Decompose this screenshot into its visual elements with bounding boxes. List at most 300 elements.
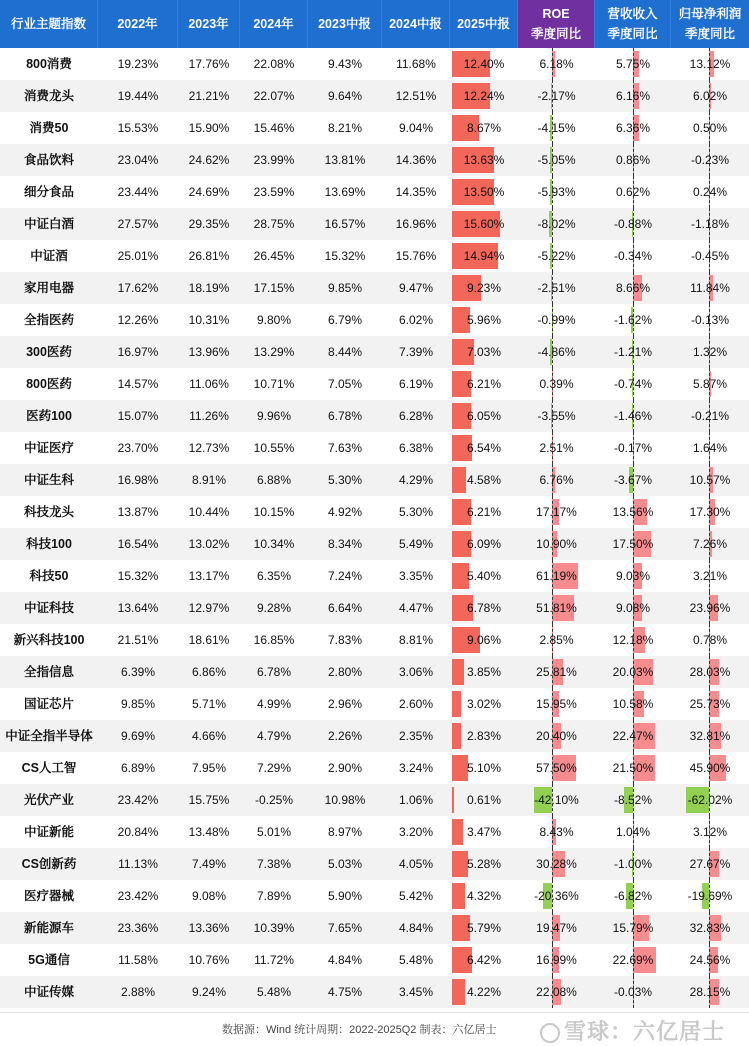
index-name: 800消费 <box>26 57 72 71</box>
cell-h2023: 4.84% <box>327 953 363 967</box>
cell-revenue <box>595 592 671 624</box>
cell-y2023: 13.17% <box>188 569 230 583</box>
cell-profit <box>671 48 749 80</box>
index-name: 中证新能 <box>23 825 74 839</box>
cell-y2022: 15.32% <box>117 569 159 583</box>
h2025-value: 0.61% <box>466 793 502 807</box>
cell-profit <box>671 496 749 528</box>
cell-h2023: 2.90% <box>327 761 363 775</box>
cell-y2024: -0.25% <box>254 793 294 807</box>
cell-profit <box>671 144 749 176</box>
cell-profit <box>671 432 749 464</box>
cell-h2024: 5.48% <box>398 953 434 967</box>
cell-h2023: 9.43% <box>327 57 363 71</box>
cell-h2023: 2.80% <box>327 665 363 679</box>
cell-y2024: 10.71% <box>253 377 295 391</box>
cell-h2023: 8.97% <box>327 825 363 839</box>
cell-y2022: 6.89% <box>120 761 156 775</box>
roe-value: 25.81% <box>536 665 577 679</box>
cell-y2022: 19.44% <box>117 89 159 103</box>
profit-value: -62.02% <box>687 793 733 807</box>
index-name: 新兴科技100 <box>13 633 85 647</box>
roe-value: 57.50% <box>536 761 577 775</box>
cell-profit <box>671 848 749 880</box>
cell-y2022: 14.57% <box>117 377 159 391</box>
cell-revenue <box>595 912 671 944</box>
table-row <box>0 112 749 144</box>
cell-profit <box>671 304 749 336</box>
cell-profit <box>671 624 749 656</box>
index-name: 中证传媒 <box>23 985 74 999</box>
table-row <box>0 368 749 400</box>
header-2024h: 2024中报 <box>382 0 450 48</box>
cell-h2024: 9.47% <box>398 281 434 295</box>
cell-profit <box>671 944 749 976</box>
cell-revenue <box>595 48 671 80</box>
index-name: 细分食品 <box>23 185 74 199</box>
cell-y2022: 16.97% <box>117 345 159 359</box>
cell-revenue <box>595 848 671 880</box>
cell-y2023: 12.97% <box>188 601 230 615</box>
table-row <box>0 752 749 784</box>
roe-value: 30.28% <box>536 857 577 871</box>
profit-value: 45.90% <box>689 761 731 775</box>
index-name: 科技50 <box>29 569 69 583</box>
h2025-value: 5.28% <box>466 857 502 871</box>
table-row <box>0 272 749 304</box>
cell-h2024: 9.04% <box>398 121 434 135</box>
roe-value: 15.95% <box>536 697 577 711</box>
cell-h2025 <box>450 720 518 752</box>
cell-h2025 <box>450 368 518 400</box>
cell-y2024: 4.99% <box>256 697 292 711</box>
cell-revenue <box>595 400 671 432</box>
cell-h2023: 6.64% <box>327 601 363 615</box>
cell-y2023: 15.75% <box>188 793 230 807</box>
h2025-value: 8.67% <box>466 121 502 135</box>
revenue-value: 9.03% <box>615 569 651 583</box>
cell-y2022: 13.87% <box>117 505 159 519</box>
cell-roe <box>518 240 595 272</box>
table-row <box>0 592 749 624</box>
cell-h2023: 7.63% <box>327 441 363 455</box>
cell-roe <box>518 976 595 1008</box>
cell-y2022: 21.51% <box>117 633 159 647</box>
cell-profit <box>671 752 749 784</box>
revenue-value: -1.46% <box>613 409 653 423</box>
cell-revenue <box>595 496 671 528</box>
table-row <box>0 464 749 496</box>
cell-y2024: 17.15% <box>253 281 295 295</box>
cell-y2023: 13.36% <box>188 921 230 935</box>
cell-y2022: 11.58% <box>118 953 158 967</box>
header-2025h: 2025中报 <box>450 0 518 48</box>
roe-value: 2.51% <box>539 441 574 455</box>
h2025-value: 6.54% <box>466 441 502 455</box>
cell-y2023: 26.81% <box>188 249 230 263</box>
profit-value: 0.24% <box>692 185 728 199</box>
table-row <box>0 944 749 976</box>
revenue-value: 15.79% <box>612 921 654 935</box>
cell-h2025 <box>450 240 518 272</box>
h2025-value: 2.83% <box>466 729 502 743</box>
index-name: 中证全指半导体 <box>5 729 93 743</box>
cell-y2023: 17.76% <box>188 57 230 71</box>
cell-y2022: 23.70% <box>117 441 159 455</box>
cell-y2023: 13.02% <box>188 537 230 551</box>
cell-y2022: 23.04% <box>117 153 159 167</box>
cell-roe <box>518 208 595 240</box>
h2025-value: 3.85% <box>466 665 502 679</box>
cell-y2022: 6.39% <box>120 665 156 679</box>
cell-y2023: 15.90% <box>188 121 230 135</box>
revenue-value: -1.21% <box>613 345 653 359</box>
cell-h2024: 16.96% <box>395 217 437 231</box>
table-row <box>0 624 749 656</box>
cell-h2025 <box>450 848 518 880</box>
cell-roe <box>518 624 595 656</box>
cell-h2023: 2.26% <box>327 729 363 743</box>
revenue-value: -0.88% <box>613 217 653 231</box>
table-row <box>0 48 749 80</box>
h2025-value: 3.47% <box>466 825 502 839</box>
cell-y2023: 10.31% <box>188 313 230 327</box>
cell-y2023: 18.19% <box>188 281 230 295</box>
cell-y2024: 6.88% <box>256 473 292 487</box>
revenue-value: -8.52% <box>613 793 653 807</box>
profit-value: 11.84% <box>690 281 730 295</box>
cell-h2025 <box>450 48 518 80</box>
cell-y2023: 29.35% <box>188 217 230 231</box>
cell-y2024: 10.15% <box>253 505 295 519</box>
cell-h2023: 16.57% <box>324 217 366 231</box>
cell-roe <box>518 848 595 880</box>
revenue-value: 12.18% <box>612 633 654 647</box>
cell-y2024: 10.55% <box>253 441 295 455</box>
cell-h2025 <box>450 496 518 528</box>
cell-revenue <box>595 240 671 272</box>
profit-value: 17.30% <box>689 505 731 519</box>
cell-y2024: 10.39% <box>253 921 295 935</box>
h2025-value: 14.94% <box>463 249 505 263</box>
revenue-value: -0.34% <box>613 249 653 263</box>
profit-value: -19.69% <box>687 889 733 903</box>
table-row <box>0 720 749 752</box>
cell-h2023: 4.75% <box>327 985 363 999</box>
cell-roe <box>518 176 595 208</box>
cell-h2025 <box>450 400 518 432</box>
index-name: 全指信息 <box>23 665 74 679</box>
cell-h2025 <box>450 816 518 848</box>
cell-h2025 <box>450 112 518 144</box>
roe-value: -3.55% <box>537 409 576 423</box>
cell-h2024: 5.30% <box>398 505 434 519</box>
cell-y2022: 2.88% <box>120 985 156 999</box>
header-2024: 2024年 <box>240 0 308 48</box>
cell-h2023: 10.98% <box>324 793 366 807</box>
cell-y2024: 16.85% <box>253 633 295 647</box>
roe-value: 6.76% <box>539 473 574 487</box>
h2025-value: 7.03% <box>466 345 502 359</box>
h2025-value: 5.79% <box>466 921 502 935</box>
table-row <box>0 560 749 592</box>
cell-profit <box>671 816 749 848</box>
cell-h2025 <box>450 688 518 720</box>
cell-h2023: 7.05% <box>327 377 363 391</box>
profit-value: 6.02% <box>692 89 728 103</box>
cell-profit <box>671 784 749 816</box>
cell-h2023: 15.32% <box>324 249 366 263</box>
revenue-value: 22.69% <box>612 953 654 967</box>
table-row <box>0 432 749 464</box>
profit-value: -0.21% <box>690 409 730 423</box>
revenue-value: -3.67% <box>613 473 653 487</box>
cell-y2022: 15.07% <box>117 409 159 423</box>
index-name: 食品饮料 <box>23 153 74 167</box>
index-name: 国证芯片 <box>23 697 74 711</box>
table-row <box>0 496 749 528</box>
cell-profit <box>671 208 749 240</box>
cell-profit <box>671 112 749 144</box>
cell-h2025 <box>450 912 518 944</box>
cell-h2023: 6.79% <box>327 313 363 327</box>
cell-profit <box>671 592 749 624</box>
cell-h2024: 4.05% <box>398 857 434 871</box>
cell-y2023: 7.95% <box>191 761 227 775</box>
table-row <box>0 208 749 240</box>
cell-roe <box>518 496 595 528</box>
table-row <box>0 144 749 176</box>
cell-y2023: 10.76% <box>188 953 230 967</box>
table-row <box>0 912 749 944</box>
cell-h2024: 6.38% <box>398 441 434 455</box>
profit-value: 23.96% <box>689 601 731 615</box>
profit-value: 0.50% <box>692 121 728 135</box>
roe-value: 0.39% <box>539 377 574 391</box>
roe-value: 61.19% <box>536 569 577 583</box>
cell-y2022: 9.69% <box>120 729 156 743</box>
cell-h2024: 5.49% <box>398 537 434 551</box>
cell-revenue <box>595 368 671 400</box>
header-profit: 归母净利润 季度同比 <box>671 0 749 48</box>
table-row <box>0 176 749 208</box>
header-2022: 2022年 <box>98 0 178 48</box>
cell-y2024: 7.38% <box>256 857 292 871</box>
profit-value: 28.03% <box>689 665 731 679</box>
cell-y2022: 17.62% <box>117 281 159 295</box>
index-name: 中证酒 <box>30 249 68 263</box>
cell-roe <box>518 592 595 624</box>
cell-y2024: 9.28% <box>256 601 292 615</box>
cell-h2025 <box>450 304 518 336</box>
index-name: 中证白酒 <box>23 217 74 231</box>
header-2023: 2023年 <box>178 0 240 48</box>
cell-roe <box>518 656 595 688</box>
roe-value: 6.18% <box>539 57 574 71</box>
cell-profit <box>671 240 749 272</box>
cell-h2025 <box>450 752 518 784</box>
cell-roe <box>518 528 595 560</box>
cell-h2023: 8.21% <box>327 121 363 135</box>
profit-value: -0.23% <box>690 153 730 167</box>
index-name: 光伏产业 <box>23 793 74 807</box>
cell-h2025 <box>450 944 518 976</box>
cell-y2023: 7.49% <box>191 857 227 871</box>
table-row <box>0 656 749 688</box>
cell-profit <box>671 688 749 720</box>
cell-h2025 <box>450 784 518 816</box>
revenue-value: -0.03% <box>613 985 653 999</box>
roe-value: -0.99% <box>537 313 576 327</box>
cell-revenue <box>595 880 671 912</box>
table-row <box>0 688 749 720</box>
h2025-value: 4.32% <box>466 889 502 903</box>
cell-y2024: 5.01% <box>256 825 292 839</box>
cell-profit <box>671 272 749 304</box>
cell-h2023: 5.03% <box>327 857 363 871</box>
cell-y2022: 9.85% <box>120 697 156 711</box>
revenue-value: -6.82% <box>613 889 653 903</box>
cell-h2023: 5.30% <box>327 473 363 487</box>
revenue-value: -0.74% <box>613 377 653 391</box>
cell-roe <box>518 304 595 336</box>
cell-y2024: 9.80% <box>256 313 292 327</box>
cell-profit <box>671 720 749 752</box>
cell-y2023: 24.62% <box>188 153 230 167</box>
roe-value: 51.81% <box>536 601 577 615</box>
cell-h2024: 2.60% <box>398 697 434 711</box>
roe-value: -5.22% <box>537 249 576 263</box>
roe-value: -20.36% <box>534 889 579 903</box>
cell-y2023: 11.26% <box>189 409 229 423</box>
table-row <box>0 848 749 880</box>
table-header <box>0 0 749 48</box>
profit-value: 32.83% <box>689 921 731 935</box>
index-name: CS人工智 <box>21 761 77 775</box>
cell-y2022: 25.01% <box>117 249 159 263</box>
cell-h2023: 7.24% <box>327 569 363 583</box>
cell-y2023: 9.08% <box>191 889 227 903</box>
profit-value: -0.45% <box>690 249 730 263</box>
h2025-value: 5.10% <box>466 761 502 775</box>
h2025-value: 5.40% <box>466 569 502 583</box>
revenue-value: 1.04% <box>615 825 651 839</box>
cell-roe <box>518 464 595 496</box>
roe-value: 22.08% <box>536 985 577 999</box>
cell-y2024: 28.75% <box>253 217 295 231</box>
revenue-value: -1.00% <box>613 857 653 871</box>
cell-profit <box>671 560 749 592</box>
cell-h2025 <box>450 208 518 240</box>
cell-y2022: 27.57% <box>117 217 159 231</box>
revenue-value: 9.08% <box>615 601 651 615</box>
index-name: 科技100 <box>26 537 72 551</box>
cell-h2024: 2.35% <box>398 729 434 743</box>
cell-h2024: 4.84% <box>398 921 434 935</box>
table-row <box>0 400 749 432</box>
cell-roe <box>518 944 595 976</box>
cell-h2023: 7.83% <box>327 633 363 647</box>
cell-y2023: 12.73% <box>188 441 230 455</box>
snowball-logo-icon <box>540 1023 560 1043</box>
source-note: 数据源：Wind 统计周期：2022-2025Q2 制表：六亿居士 <box>222 1024 497 1036</box>
cell-roe <box>518 720 595 752</box>
h2025-value: 5.96% <box>466 313 502 327</box>
cell-roe <box>518 80 595 112</box>
cell-y2024: 22.08% <box>253 57 295 71</box>
cell-h2025 <box>450 528 518 560</box>
table-row <box>0 528 749 560</box>
roe-value: 10.90% <box>536 537 577 551</box>
cell-h2023: 5.90% <box>327 889 363 903</box>
cell-h2024: 4.29% <box>398 473 434 487</box>
cell-h2024: 6.28% <box>398 409 434 423</box>
cell-h2023: 7.65% <box>327 921 363 935</box>
cell-h2025 <box>450 336 518 368</box>
cell-h2025 <box>450 592 518 624</box>
watermark: 雪球：六亿居士 <box>540 1015 725 1046</box>
cell-revenue <box>595 112 671 144</box>
cell-revenue <box>595 528 671 560</box>
h2025-value: 12.24% <box>463 89 505 103</box>
cell-y2023: 18.61% <box>188 633 230 647</box>
cell-h2023: 2.96% <box>327 697 363 711</box>
h2025-value: 4.22% <box>466 985 502 999</box>
cell-h2024: 8.81% <box>398 633 434 647</box>
h2025-value: 6.21% <box>466 505 502 519</box>
cell-revenue <box>595 144 671 176</box>
cell-h2024: 11.68% <box>396 57 436 71</box>
cell-y2022: 15.53% <box>117 121 159 135</box>
cell-roe <box>518 816 595 848</box>
cell-roe <box>518 48 595 80</box>
table-row <box>0 816 749 848</box>
index-name: 中证医疗 <box>23 441 74 455</box>
cell-y2023: 24.69% <box>188 185 230 199</box>
cell-revenue <box>595 816 671 848</box>
cell-profit <box>671 656 749 688</box>
cell-profit <box>671 336 749 368</box>
h2025-value: 6.09% <box>466 537 502 551</box>
cell-y2024: 11.72% <box>254 953 294 967</box>
h2025-value: 6.78% <box>466 601 502 615</box>
profit-value: 3.21% <box>692 569 728 583</box>
revenue-value: 8.66% <box>615 281 651 295</box>
h2025-value: 9.23% <box>466 281 502 295</box>
cell-y2023: 21.21% <box>188 89 230 103</box>
cell-profit <box>671 80 749 112</box>
revenue-value: 6.36% <box>615 121 651 135</box>
roe-value: -42.10% <box>534 793 579 807</box>
cell-revenue <box>595 784 671 816</box>
h2025-value: 12.40% <box>463 57 505 71</box>
table-row <box>0 880 749 912</box>
cell-y2024: 6.78% <box>256 665 292 679</box>
cell-h2025 <box>450 272 518 304</box>
cell-h2024: 6.02% <box>398 313 434 327</box>
footer <box>0 1012 749 1044</box>
table-row <box>0 80 749 112</box>
index-name: 医疗器械 <box>23 889 74 903</box>
header-2023h: 2023中报 <box>308 0 382 48</box>
cell-h2023: 8.44% <box>327 345 363 359</box>
cell-revenue <box>595 304 671 336</box>
cell-y2022: 12.26% <box>117 313 159 327</box>
cell-h2023: 13.69% <box>324 185 366 199</box>
roe-value: 19.47% <box>536 921 577 935</box>
cell-revenue <box>595 624 671 656</box>
cell-y2023: 11.06% <box>189 377 229 391</box>
